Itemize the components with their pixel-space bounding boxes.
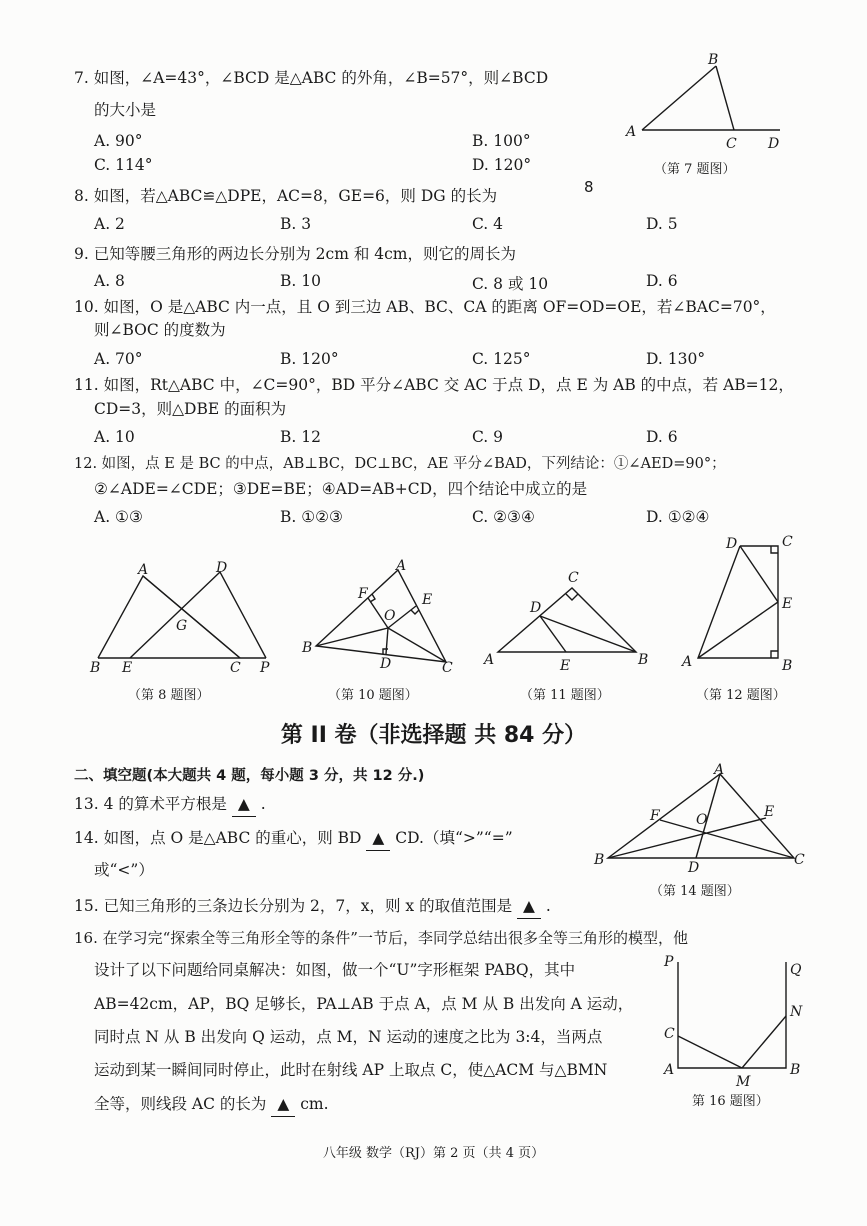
q8-option-d: D. 5 — [646, 215, 678, 233]
q10-option-c: C. 125° — [472, 350, 531, 368]
q16-answer-blank[interactable]: ▲ — [271, 1092, 295, 1117]
fig8-label-g: G — [176, 618, 188, 634]
q9-text: 已知等腰三角形的两边长分别为 2cm 和 4cm，则它的周长为 — [93, 245, 516, 263]
q14-after: CD.（填“>”“=” — [395, 829, 513, 847]
q16-line2: 设计了以下问题给同桌解决：如图，做一个“U”字形框架 PABQ，其中 — [94, 961, 576, 979]
q12-option-b: B. ①②③ — [280, 508, 343, 526]
q9-stem — [74, 242, 516, 266]
q16-line1: 在学习完“探索全等三角形全等的条件”一节后，李同学总结出很多全等三角形的模型，他 — [102, 929, 688, 947]
fig11-label-c: C — [568, 570, 579, 586]
fig8-diagram — [88, 560, 278, 680]
q10-option-a: A. 70° — [94, 350, 143, 368]
q14-number: 14. — [74, 829, 99, 847]
q7-option-d: D. 120° — [472, 156, 532, 174]
q11-stem — [74, 373, 794, 397]
q7-option-a: A. 90° — [94, 132, 143, 150]
q9-option-d: D. 6 — [646, 272, 678, 290]
q8-number: 8. — [74, 187, 89, 205]
q10-number: 10. — [74, 298, 99, 316]
q7-text: 如图，∠A=43°，∠BCD 是△ABC 的外角，∠B=57°，则∠BCD — [93, 69, 549, 87]
q8-option-b: B. 3 — [280, 215, 312, 233]
q12-text: 如图，点 E 是 BC 的中点，AB⊥BC，DC⊥BC，AE 平分∠BAD，下列结论：①∠AED=90°； — [101, 456, 726, 472]
q13-answer-blank[interactable]: ▲ — [232, 792, 256, 817]
fig7-label-b: B — [708, 52, 719, 68]
fig14-label-c: C — [794, 852, 805, 868]
fig8-label-p: P — [260, 660, 270, 676]
q8-option-c: C. 4 — [472, 215, 504, 233]
fig16-label-a: A — [664, 1062, 675, 1078]
q12-stem — [74, 452, 726, 476]
q14-text: 如图，点 O 是△ABC 的重心，则 BD — [103, 829, 362, 847]
page-footer: 八年级 数学（RJ）第 2 页（共 4 页） — [322, 1146, 545, 1161]
fig7-label-d: D — [768, 136, 780, 152]
fig7-caption: （第 7 题图） — [654, 162, 736, 177]
fig12-label-c: C — [782, 534, 793, 550]
q15-answer-blank[interactable]: ▲ — [517, 894, 541, 919]
q12-option-c: C. ②③④ — [472, 508, 535, 526]
handwritten-mark: 8 — [584, 178, 594, 196]
fig16-label-n: N — [790, 1004, 803, 1020]
q16-stem — [74, 926, 688, 950]
q7-option-b: B. 100° — [472, 132, 531, 150]
fig16-label-m: M — [736, 1074, 751, 1090]
q15-text: 已知三角形的三条边长分别为 2，7，x，则 x 的取值范围是 — [103, 897, 513, 915]
q11-text: 如图，Rt△ABC 中，∠C=90°，BD 平分∠ABC 交 AC 于点 D，点 E 为 AB 的中点，若 AB=12， — [103, 376, 794, 394]
fig14-caption: （第 14 题图） — [650, 884, 740, 899]
fig10-label-d: D — [380, 656, 392, 672]
q8-text: 如图，若△ABC≌△DPE，AC=8，GE=6，则 DG 的长为 — [93, 187, 498, 205]
q11-option-a: A. 10 — [94, 428, 135, 446]
fig14-label-b: B — [594, 852, 605, 868]
fig7-label-c: C — [726, 136, 737, 152]
q11-option-c: C. 9 — [472, 428, 504, 446]
fig16-caption: 第 16 题图） — [692, 1094, 769, 1109]
q14-answer-blank[interactable]: ▲ — [366, 826, 390, 851]
q11-number: 11. — [74, 376, 99, 394]
q7-stem — [74, 66, 548, 90]
q7-option-c: C. 114° — [94, 156, 153, 174]
fig8-caption: （第 8 题图） — [128, 688, 210, 703]
q14-stem — [74, 826, 513, 851]
fig10-label-b: B — [302, 640, 313, 656]
q15-number: 15. — [74, 897, 99, 915]
fig10-label-c: C — [442, 660, 453, 676]
q16-line3: AB=42cm，AP，BQ 足够长，PA⊥AB 于点 A，点 M 从 B 出发向 A 运动， — [94, 995, 634, 1013]
q8-stem — [74, 184, 497, 208]
fig12-label-b: B — [782, 658, 793, 674]
q10-stem-line2: 则∠BOC 的度数为 — [94, 321, 226, 339]
section2-header: 二、填空题(本大题共 4 题，每小题 3 分，共 12 分.) — [74, 768, 425, 784]
fig10-label-f: F — [358, 586, 368, 602]
fig8-label-e: E — [122, 660, 133, 676]
q9-option-b: B. 10 — [280, 272, 321, 290]
fig11-diagram — [482, 566, 652, 676]
fig7-diagram — [620, 50, 800, 160]
q14-stem-line2: 或“<”） — [94, 861, 154, 879]
fig12-label-e: E — [782, 596, 793, 612]
fig10-label-a: A — [396, 558, 407, 574]
q16-line4: 同时点 N 从 B 出发向 Q 运动，点 M，N 运动的速度之比为 3:4，当两点 — [94, 1028, 603, 1046]
q9-option-a: A. 8 — [94, 272, 125, 290]
fig14-diagram — [594, 764, 814, 874]
q16-number: 16. — [74, 929, 98, 947]
q12-option-a: A. ①③ — [94, 508, 143, 526]
fig14-label-o: O — [696, 812, 708, 828]
q10-option-d: D. 130° — [646, 350, 706, 368]
q9-option-c: C. 8 或 10 — [472, 275, 549, 293]
q11-option-d: D. 6 — [646, 428, 678, 446]
fig10-caption: （第 10 题图） — [328, 688, 418, 703]
q15-after: . — [545, 897, 551, 915]
q15-stem — [74, 894, 551, 919]
q13-after: . — [260, 795, 266, 813]
fig16-diagram — [660, 952, 820, 1090]
q7-number: 7. — [74, 69, 89, 87]
fig8-label-c: C — [230, 660, 241, 676]
fig11-label-b: B — [638, 652, 649, 668]
q13-text: 4 的算术平方根是 — [103, 795, 227, 813]
q12-stem-line2: ②∠ADE=∠CDE；③DE=BE；④AD=AB+CD，四个结论中成立的是 — [94, 480, 588, 498]
fig8-label-a: A — [138, 562, 149, 578]
fig16-label-c: C — [664, 1026, 675, 1042]
fig16-label-q: Q — [790, 962, 802, 978]
fig12-label-d: D — [726, 536, 738, 552]
q12-option-d: D. ①②④ — [646, 508, 710, 526]
q9-number: 9. — [74, 245, 89, 263]
fig11-label-d: D — [530, 600, 542, 616]
q10-text: 如图，O 是△ABC 内一点，且 O 到三边 AB、BC、CA 的距离 OF=OD=OE，若∠BAC=70°， — [103, 298, 776, 316]
fig16-label-b: B — [790, 1062, 801, 1078]
q16-line6-text: 全等，则线段 AC 的长为 — [94, 1095, 267, 1113]
q16-line6 — [94, 1092, 329, 1117]
fig11-caption: （第 11 题图） — [520, 688, 610, 703]
fig14-label-e: E — [764, 804, 775, 820]
q8-option-a: A. 2 — [94, 215, 125, 233]
fig8-label-b: B — [90, 660, 101, 676]
q11-stem-line2: CD=3，则△DBE 的面积为 — [94, 400, 287, 418]
q10-stem — [74, 295, 776, 319]
fig14-label-f: F — [650, 808, 660, 824]
q16-line5: 运动到某一瞬间同时停止，此时在射线 AP 上取点 C，使△ACM 与△BMN — [94, 1061, 608, 1079]
fig11-label-e: E — [560, 658, 571, 674]
fig12-label-a: A — [682, 654, 693, 670]
fig12-diagram — [678, 532, 808, 672]
q16-line6-unit: cm. — [300, 1095, 329, 1113]
fig7-label-a: A — [626, 124, 637, 140]
fig12-caption: （第 12 题图） — [696, 688, 786, 703]
q10-option-b: B. 120° — [280, 350, 339, 368]
fig8-label-d: D — [216, 560, 228, 576]
q7-stem-line2: 的大小是 — [94, 101, 157, 119]
q12-number: 12. — [74, 456, 98, 472]
q13-number: 13. — [74, 795, 99, 813]
q11-option-b: B. 12 — [280, 428, 321, 446]
q13-stem — [74, 792, 266, 817]
section2-title: 第 II 卷（非选择题 共 84 分） — [280, 723, 587, 748]
fig10-label-o: O — [384, 608, 396, 624]
fig10-diagram — [298, 558, 458, 678]
fig14-label-d: D — [688, 860, 700, 876]
fig14-label-a: A — [714, 762, 725, 778]
fig11-label-a: A — [484, 652, 495, 668]
fig10-label-e: E — [422, 592, 433, 608]
fig16-label-p: P — [664, 954, 674, 970]
